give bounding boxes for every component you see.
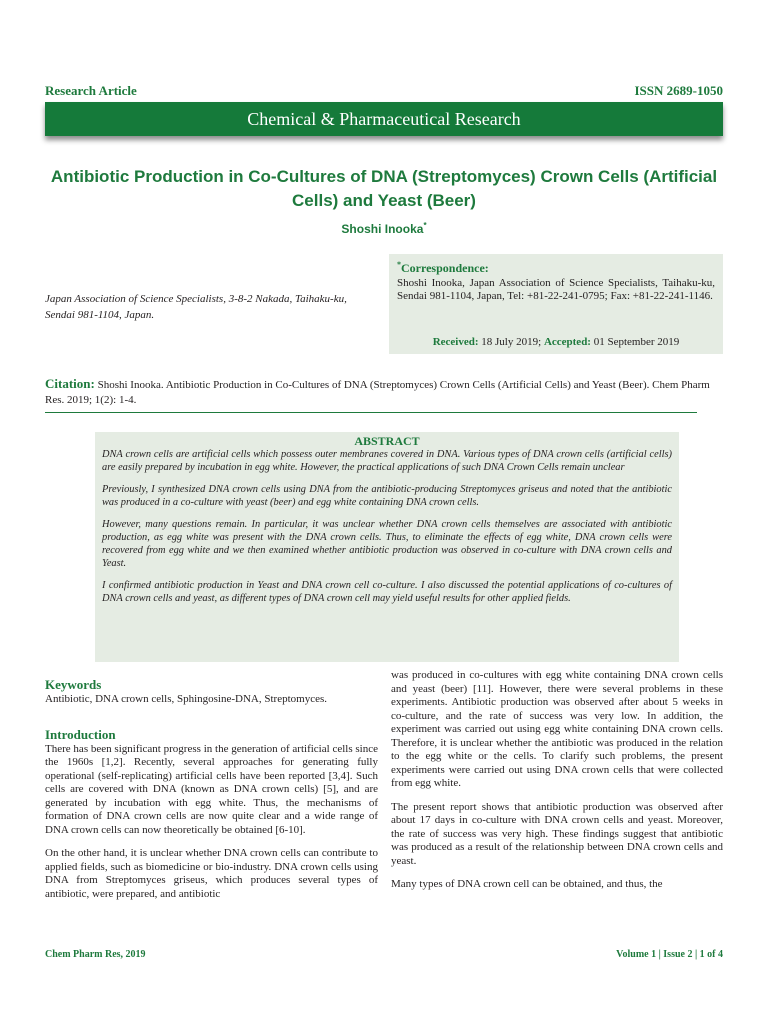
correspondence-box	[389, 254, 723, 354]
abstract-paragraph: DNA crown cells are artificial cells which possess outer membranes covered in DNA. Various types of DNA crown cells (artificial cells) are easily prepared by incubation in egg white. However, the practical applications of such DNA Crown Cells remain unclear	[102, 449, 672, 473]
received-date: 18 July 2019;	[481, 336, 542, 348]
author-name: Shoshi Inooka	[341, 222, 424, 236]
footer-journal: Chem Pharm Res, 2019	[45, 949, 146, 960]
affiliation: Japan Association of Science Specialists, 3-8-2 Nakada, Taihaku-ku, Sendai 981-1104, Japan.	[45, 293, 347, 321]
issn: ISSN 2689-1050	[634, 83, 723, 98]
abstract-paragraph: However, many questions remain. In particular, it was unclear whether DNA crown cells themselves are associated with antibiotic production, as egg white was present with the DNA crown cells. Thus, to eliminate the effects of egg white, DNA crown cells were recovered from egg white and we then examined whether antibiotic production was observed in co-culture with DNA crown cells and Yeast.	[102, 519, 672, 569]
body-paragraph: The present report shows that antibiotic production was observed after about 17 days in co-culture with DNA crown cells and yeast. Moreover, the rate of success was very high. These findings suggest that antibiotic was produced as a result of the relationship between DNA crown cells and yeast.	[391, 800, 723, 867]
body-paragraph: Many types of DNA crown cell can be obtained, and thus, the	[391, 878, 663, 890]
introduction-heading: Introduction	[45, 726, 116, 742]
citation	[45, 376, 725, 408]
accepted-date: 01 September 2019	[593, 336, 680, 348]
right-column	[391, 669, 723, 892]
dates	[389, 336, 723, 348]
citation-text: Shoshi Inooka. Antibiotic Production in Co-Cultures of DNA (Streptomyces) Crown Cells (Artificial Cells) and Yeast (Beer). Chem Pharm Res. 2019; 1(2): 1-4.	[45, 379, 710, 406]
article-type: Research Article	[45, 83, 137, 98]
divider	[45, 412, 697, 413]
abstract-box	[95, 432, 679, 662]
abstract-paragraph: I confirmed antibiotic production in Yeast and DNA crown cell co-culture. I also discussed the potential applications of co-cultures of DNA crown cells and yeast, as different types of DNA crown cell may yield useful results for other applied fields.	[102, 580, 672, 604]
accepted-label: Accepted:	[543, 336, 591, 348]
author	[0, 221, 768, 236]
journal-name: Chemical & Pharmaceutical Research	[247, 108, 521, 129]
journal-banner	[45, 102, 723, 136]
citation-label: Citation:	[45, 376, 95, 391]
intro-paragraph: On the other hand, it is unclear whether DNA crown cells can contribute to applied fields, such as biomedicine or bio-industry. DNA crown cells using DNA from Streptomyces griseus, which produces several types of antibiotic, were prepared, and antibiotic	[45, 847, 378, 900]
keywords-text: Antibiotic, DNA crown cells, Sphingosine-DNA, Streptomyces.	[45, 693, 327, 705]
intro-paragraph: There has been significant progress in the generation of artificial cells since the 1960s [1,2]. Recently, several approaches for generating fully operational (self-replicating) artificial cells have been reported [3,4]. Such cells are covered with DNA (known as DNA crown cells) [5], and are generated by incubation with egg white. Thus, the mechanisms of formation of DNA crown cells are now quite clear and a wide range of DNA crown cells can now theoretically be obtained [6-10].	[45, 742, 378, 836]
abstract-heading: ABSTRACT	[354, 434, 420, 448]
body-paragraph: was produced in co-cultures with egg white containing DNA crown cells and yeast (beer) [11]. However, there were several problems in these experiments. Antibiotic production was observed after about 5 weeks in co-culture, and the rate of success was very low. In addition, the experiment was carried out using egg white containing DNA crown cells. Therefore, it is unclear whether the antibiotic was produced in the relation to the egg white or the cells. To clarify such problems, the present experiments were carried out using DNA crown cells that were collected from egg white.	[391, 669, 723, 789]
footer-page-info: Volume 1 | Issue 2 | 1 of 4	[616, 949, 723, 960]
correspondence-body: Shoshi Inooka, Japan Association of Science Specialists, Taihaku-ku, Sendai 981-1104, Japan, Tel: +81-22-241-0795; Fax: +81-22-241-1146.	[397, 277, 715, 302]
author-mark: *	[423, 221, 427, 230]
paper-title: Antibiotic Production in Co-Cultures of DNA (Streptomyces) Crown Cells (Artificial Cells) and Yeast (Beer)	[50, 167, 718, 210]
correspondence-mark: *	[397, 260, 401, 269]
keywords-heading: Keywords	[45, 677, 102, 692]
left-column	[45, 677, 378, 901]
received-label: Received:	[432, 336, 479, 348]
abstract-paragraph: Previously, I synthesized DNA crown cells using DNA from the antibiotic-producing Streptomyces griseus and noted that the antibiotic was produced in a co-culture with yeast (beer) and egg white containing DNA crown cells.	[102, 484, 672, 508]
correspondence-heading	[397, 260, 715, 276]
correspondence-label: Correspondence:	[401, 261, 489, 275]
